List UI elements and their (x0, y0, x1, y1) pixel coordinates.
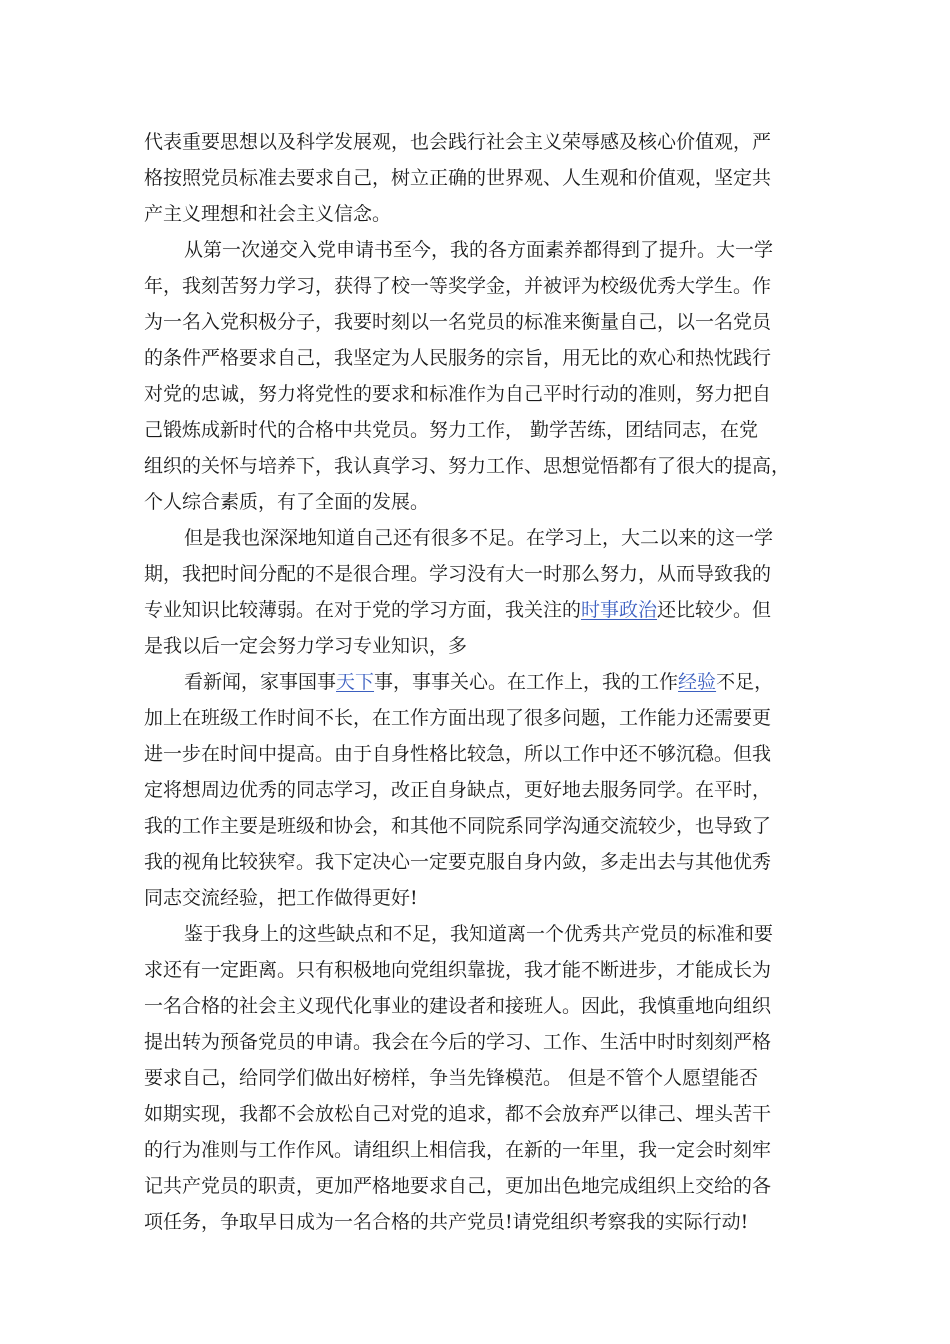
paragraph (144, 520, 792, 664)
text-line: 同志交流经验，把工作做得更好! (144, 887, 418, 909)
text-line: 进一步在时间中提高。由于自身性格比较急，所以工作中还不够沉稳。但我 (144, 743, 772, 765)
text-line: 产主义理想和社会主义信念。 (144, 203, 392, 225)
text-line: 的行为准则与工作作风。请组织上相信我，在新的一年里，我一定会时刻牢 (144, 1139, 772, 1161)
text-line: 加上在班级工作时间不长，在工作方面出现了很多问题，工作能力还需要更 (144, 707, 772, 729)
text-line: 组织的关怀与培养下，我认真学习、努力工作、思想觉悟都有了很大的提高， (144, 455, 791, 477)
text-segment: 还比较少。但 (657, 599, 772, 621)
text-line (144, 592, 792, 628)
text-segment: 不足， (716, 671, 774, 693)
paragraph (144, 124, 792, 232)
text-line: 己锻炼成新时代的合格中共党员。努力工作， 勤学苦练，团结同志，在党 (144, 419, 759, 441)
text-line: 定将想周边优秀的同志学习，改正自身缺点，更好地去服务同学。在平时， (144, 779, 772, 801)
text-line: 代表重要思想以及科学发展观，也会践行社会主义荣辱感及核心价值观，严 (144, 131, 772, 153)
text-line: 鉴于我身上的这些缺点和不足，我知道离一个优秀共产党员的标准和要 (184, 923, 774, 945)
paragraph (144, 232, 792, 520)
text-segment: 事，事事关心。在工作上，我的工作 (374, 671, 679, 693)
text-line: 格按照党员标准去要求自己，树立正确的世界观、人生观和价值观，坚定共 (144, 167, 772, 189)
link-experience[interactable]: 经验 (678, 671, 717, 693)
text-line: 一名合格的社会主义现代化事业的建设者和接班人。因此，我慎重地向组织 (144, 995, 772, 1017)
text-line: 求还有一定距离。只有积极地向党组织靠拢，我才能不断进步，才能成长为 (144, 959, 772, 981)
text-line: 我的工作主要是班级和协会，和其他不同院系同学沟通交流较少，也导致了 (144, 815, 772, 837)
text-line: 年，我刻苦努力学习，获得了校一等奖学金，并被评为校级优秀大学生。作 (144, 275, 772, 297)
text-line: 为一名入党积极分子，我要时刻以一名党员的标准来衡量自己，以一名党员 (144, 311, 772, 333)
text-line: 是我以后一定会努力学习专业知识，多 (144, 635, 468, 657)
paragraph (144, 916, 792, 1240)
text-line: 期，我把时间分配的不是很合理。学习没有大一时那么努力，从而导致我的 (144, 563, 772, 585)
text-line (144, 664, 792, 700)
text-line: 的条件严格要求自己，我坚定为人民服务的宗旨，用无比的欢心和热忱践行 (144, 347, 772, 369)
paragraph (144, 664, 792, 916)
document-body (144, 124, 792, 1240)
text-line: 要求自己，给同学们做出好榜样，争当先锋模范。 但是不管个人愿望能否 (144, 1067, 759, 1089)
text-line: 项任务，争取早日成为一名合格的共产党员!请党组织考察我的实际行动! (144, 1211, 749, 1233)
text-line: 但是我也深深地知道自己还有很多不足。在学习上，大二以来的这一学 (184, 527, 774, 549)
text-line: 个人综合素质，有了全面的发展。 (144, 491, 430, 513)
text-line: 我的视角比较狭窄。我下定决心一定要克服自身内敛，多走出去与其他优秀 (144, 851, 772, 873)
text-line: 如期实现，我都不会放松自己对党的追求，都不会放弃严以律己、埋头苦干 (144, 1103, 772, 1125)
text-segment: 专业知识比较薄弱。在对于党的学习方面，我关注的 (144, 599, 582, 621)
text-line: 对党的忠诚，努力将党性的要求和标准作为自己平时行动的准则，努力把自 (144, 383, 772, 405)
text-line: 从第一次递交入党申请书至今，我的各方面素养都得到了提升。大一学 (184, 239, 774, 261)
link-current-affairs[interactable]: 时事政治 (581, 599, 658, 621)
text-line: 记共产党员的职责，更加严格地要求自己，更加出色地完成组织上交给的各 (144, 1175, 772, 1197)
text-segment: 看新闻，家事国事 (184, 671, 337, 693)
link-world-affairs[interactable]: 天下 (336, 671, 375, 693)
text-line: 提出转为预备党员的申请。我会在今后的学习、工作、生活中时时刻刻严格 (144, 1031, 772, 1053)
